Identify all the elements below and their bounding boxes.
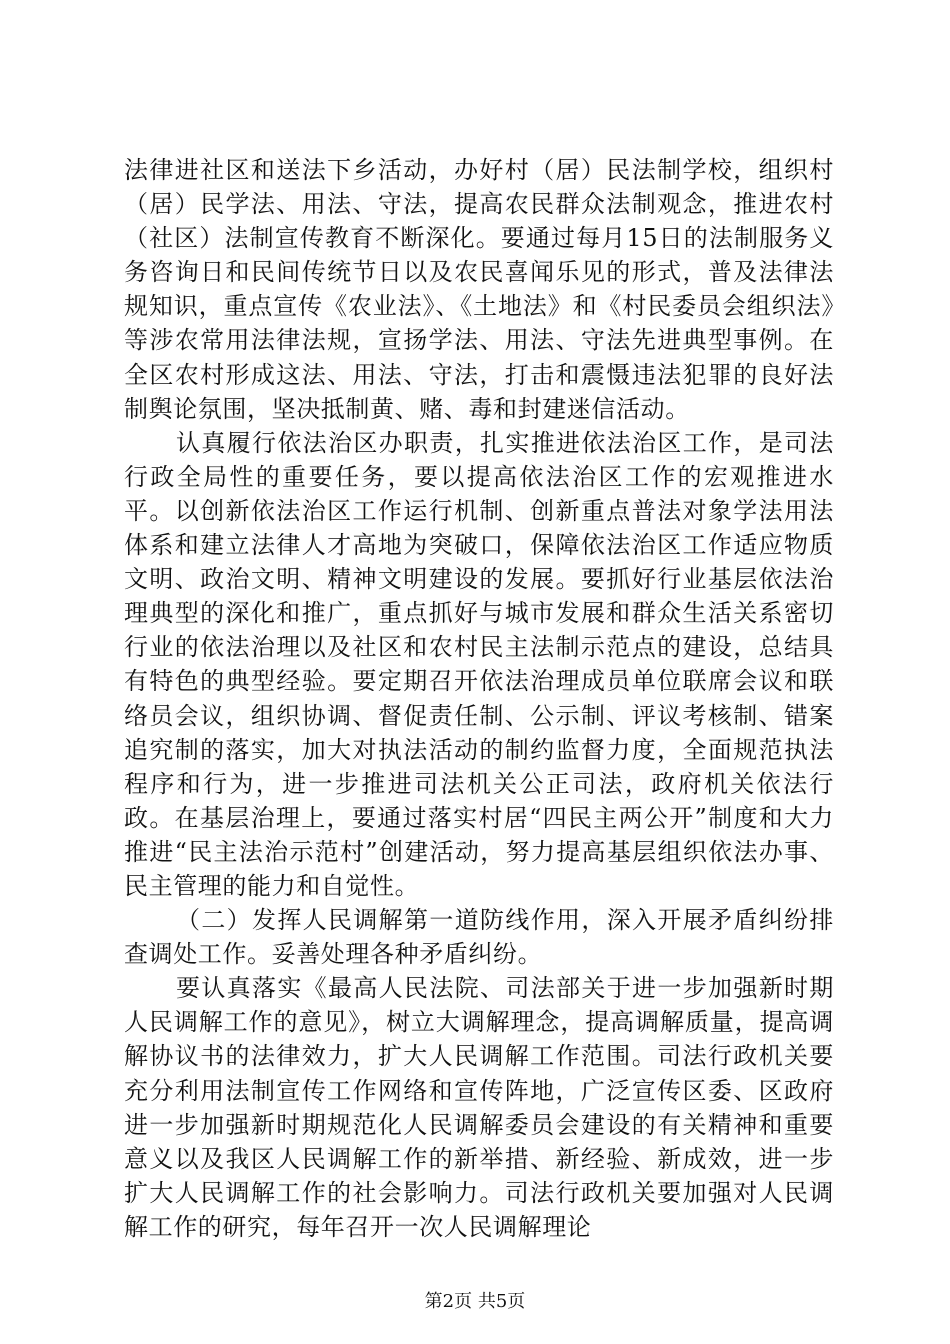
- paragraph-2: 认真履行依法治区办职责，扎实推进依法治区工作，是司法行政全局性的重要任务，要以提高依法治区工作的宏观推进水平。以创新依法治区工作运行机制、创新重点普法对象学法用法体系和建立法律人才高地为突破口，保障依法治区工作适应物质文明、政治文明、精神文明建设的发展。要抓好行业基层依法治理典型的深化和推广，重点抓好与城市发展和群众生活关系密切行业的依法治理以及社区和农村民主法制示范点的建设，总结具有特色的典型经验。要定期召开依法治理成员单位联席会议和联络员会议，组织协调、督促责任制、公示制、评议考核制、错案追究制的落实，加大对执法活动的制约监督力度，全面规范执法程序和行为，进一步推进司法机关公正司法，政府机关依法行政。在基层治理上，要通过落实村居“四民主两公开”制度和大力推进“民主法治示范村”创建活动，努力提高基层组织依法办事、民主管理的能力和自觉性。: [124, 428, 834, 900]
- section-heading-2: （二）发挥人民调解第一道防线作用，深入开展矛盾纠纷排查调处工作。妥善处理各种矛盾纠纷。: [124, 906, 834, 969]
- page-footer: [0, 1290, 950, 1314]
- paragraph-1: 法律进社区和送法下乡活动，办好村（居）民法制学校，组织村（居）民学法、用法、守法，提高农民群众法制观念，推进农村（社区）法制宣传教育不断深化。要通过每月15日的法制服务义务咨询日和民间传统节日以及农民喜闻乐见的形式，普及法律法规知识，重点宣传《农业法》、《土地法》和《村民委员会组织法》等涉农常用法律法规，宣扬学法、用法、守法先进典型事例。在全区农村形成这法、用法、守法，打击和震慑违法犯罪的良好法制舆论氛围，坚决抵制黄、赌、毒和封建迷信活动。: [124, 156, 834, 423]
- page-number-indicator: 第2页 共5页: [424, 1291, 526, 1312]
- paragraph-4: 要认真落实《最高人民法院、司法部关于进一步加强新时期人民调解工作的意见》，树立大调解理念，提高调解质量，提高调解协议书的法律效力，扩大人民调解工作范围。司法行政机关要充分利用法制宣传工作网络和宣传阵地，广泛宣传区委、区政府进一步加强新时期规范化人民调解委员会建设的有关精神和重要意义以及我区人民调解工作的新举措、新经验、新成效，进一步扩大人民调解工作的社会影响力。司法行政机关要加强对人民调解工作的研究，每年召开一次人民调解理论: [124, 974, 834, 1241]
- document-body: [124, 153, 834, 1244]
